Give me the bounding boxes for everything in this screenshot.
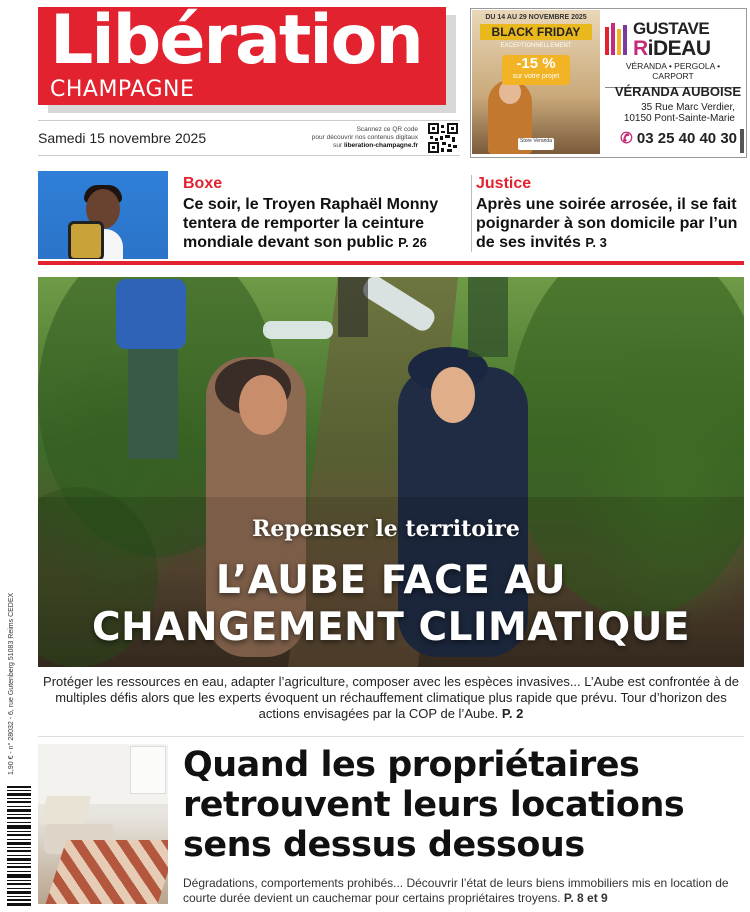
championship-belt [68, 221, 104, 259]
ad-dates: DU 14 AU 29 NOVEMBRE 2025 [485, 14, 587, 21]
boxer-photo[interactable] [38, 171, 168, 259]
ad-phone[interactable] [605, 129, 737, 147]
ad-brand-accent: R [633, 37, 648, 60]
ad-exceptional: EXCEPTIONNELLEMENT [500, 43, 572, 49]
hero-title [38, 557, 744, 651]
teaser-headline-text: Ce soir, le Troyen Raphaël Monny tentera de remporter la ceinture mondiale devant son public [183, 196, 439, 251]
ad-photo [472, 10, 600, 154]
masthead-title: Libération [50, 1, 422, 80]
ad-chip: Store Veranda [518, 138, 554, 150]
ad-address [605, 102, 735, 124]
photo-bed [41, 796, 91, 824]
qr-caption [298, 126, 418, 150]
phone-icon: ✆ [620, 130, 633, 147]
qr-site-link[interactable]: liberation-champagne.fr [343, 142, 418, 149]
dateline [38, 120, 460, 156]
teaser-page: P. 3 [585, 235, 607, 250]
issue-date: Samedi 15 novembre 2025 [38, 130, 207, 146]
ad-discount: -15 % [516, 55, 556, 72]
masthead-subtitle: CHAMPAGNE [50, 77, 195, 102]
ad-edge-bar [740, 129, 744, 153]
ad-address-line1: 35 Rue Marc Verdier, [641, 102, 735, 113]
ad-brand-rest: iDEAU [647, 37, 711, 60]
qr-caption-line3: sur [333, 142, 343, 149]
teaser-headline [476, 195, 748, 252]
barcode-icon [5, 784, 33, 908]
ad-promo-banner: BLACK FRIDAY [480, 24, 592, 40]
qr-caption-line2: pour découvrir nos contenus digitaux [311, 134, 418, 141]
teaser-page: P. 26 [398, 235, 427, 250]
hero-title-line1: L’AUBE FACE AU [215, 558, 567, 603]
hero-kicker: Repenser le territoire [252, 516, 520, 542]
hero-lead [38, 674, 744, 722]
section-divider [38, 736, 744, 737]
bottom-lead [183, 876, 743, 906]
apartment-photo[interactable] [38, 744, 168, 904]
hero-lead-page: P. 2 [501, 706, 524, 721]
bottom-lead-text: Dégradations, comportements prohibés... Découvrir l’état de leurs biens immobiliers mis en location de courte durée devient un cauchemar pour certains propriétaires troyens. [183, 876, 729, 905]
ad-store-name: VÉRANDA AUBOISE [614, 84, 741, 99]
spine-text: 1,90 € - n° 28032 - 6, rue Gutenberg 51083 Reims CEDEX [8, 592, 15, 775]
hero-lead-text: Protéger les ressources en eau, adapter l’agriculture, composer avec les espèces invasives... L’Aube est confrontée à de multiples défis alors que les experts évoquent un réchauffement climatique plus rapide que prévu. Tour d’horizon des actions envisagées par la COP de l’Aube. [43, 674, 739, 721]
masthead-logo[interactable] [38, 1, 446, 105]
ad-brand-line2 [633, 37, 711, 61]
qr-caption-line1: Scannez ce QR code [356, 126, 418, 133]
teaser-boxe[interactable] [183, 175, 463, 252]
ad-categories: VÉRANDA • PERGOLA • CARPORT [605, 61, 741, 88]
teaser-divider [38, 261, 744, 265]
brand-bars-icon [605, 21, 629, 57]
hero-article[interactable] [38, 277, 744, 667]
ad-discount-note: sur votre projet [512, 73, 560, 80]
teaser-justice[interactable] [471, 175, 748, 252]
ad-phone-number: 03 25 40 40 30 [636, 130, 737, 147]
ad-brand-line1: GUSTAVE [633, 19, 710, 38]
photo-rug [46, 840, 168, 904]
hero-title-line2: CHANGEMENT CLIMATIQUE [91, 605, 691, 650]
spine-info [4, 560, 24, 780]
teaser-headline-text: Après une soirée arrosée, il se fait poignarder à son domicile par l’un de ses invités [476, 196, 738, 251]
qr-code-icon[interactable] [428, 123, 458, 153]
ad-address-line2: 10150 Pont-Sainte-Marie [623, 113, 735, 124]
bottom-lead-page: P. 8 et 9 [563, 891, 608, 905]
photo-window [130, 746, 166, 794]
teaser-headline [183, 195, 463, 252]
ad-discount-badge [502, 55, 570, 85]
advertisement[interactable] [470, 8, 747, 158]
teaser-category: Boxe [183, 175, 223, 192]
bottom-headline[interactable]: Quand les propriétaires retrouvent leurs locations sens dessus dessous [183, 745, 685, 865]
teaser-band [38, 171, 744, 265]
teaser-category: Justice [476, 175, 532, 192]
